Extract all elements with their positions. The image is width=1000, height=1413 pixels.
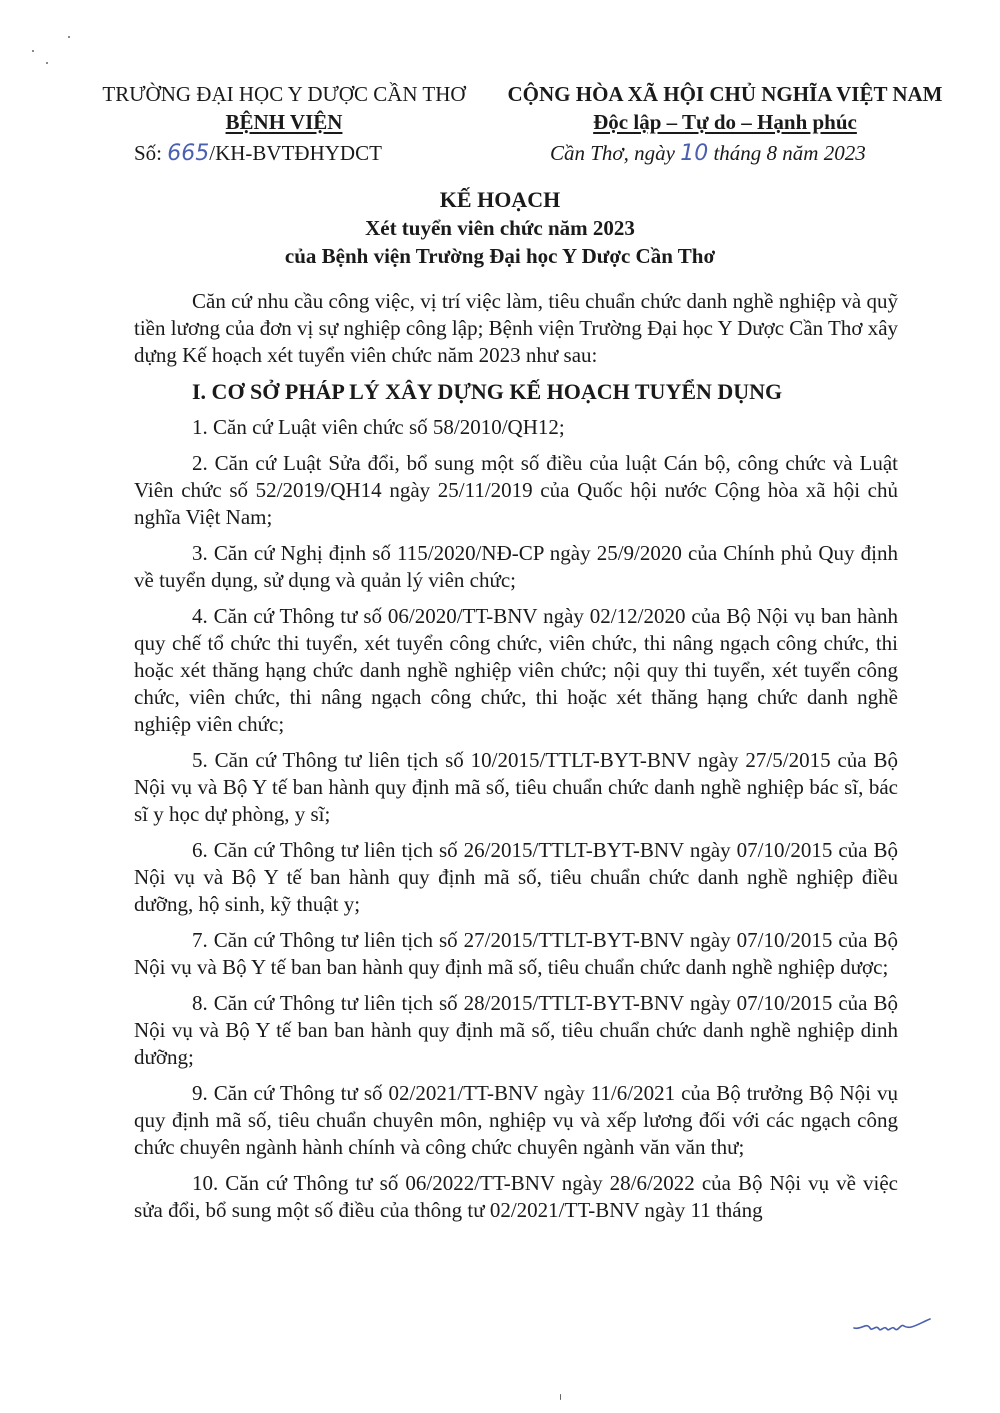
scan-speck: [32, 50, 34, 52]
national-header: [470, 80, 980, 136]
document-date: [550, 141, 866, 166]
legal-basis-item: 7. Căn cứ Thông tư liên tịch số 27/2015/TTLT-BYT-BNV ngày 07/10/2015 của Bộ Nội vụ và Bộ Y tế ban ban hành quy định mã số, tiêu chuẩn chức danh nghề nghiệp dược;: [134, 928, 898, 979]
legal-basis-item: 4. Căn cứ Thông tư số 06/2020/TT-BNV ngày 02/12/2020 của Bộ Nội vụ ban hành quy chế tổ chức thi tuyển, xét tuyển công chức, viên chức, thi nâng ngạch công chức, thi hoặc xét thăng hạng chức danh nghề nghiệp viên chức; nội quy thi tuyển, xét tuyển công chức, viên chức, thi nâng ngạch công chức, thi hoặc xét thăng hạng chức danh nghề nghiệp viên chức;: [134, 604, 898, 736]
legal-basis-item: 9. Căn cứ Thông tư số 02/2021/TT-BNV ngày 11/6/2021 của Bộ trưởng Bộ Nội vụ quy định mã số, tiêu chuẩn chuyên môn, nghiệp vụ và xếp lương đối với các ngạch công chức chuyên ngành hành chính và công chức chuyên ngành văn văn thư;: [134, 1081, 898, 1159]
doc-no-suffix: /KH-BVTĐHYDCT: [209, 141, 382, 165]
organization-unit: BỆNH VIỆN: [225, 110, 343, 134]
legal-basis-item: 6. Căn cứ Thông tư liên tịch số 26/2015/TTLT-BYT-BNV ngày 07/10/2015 của Bộ Nội vụ và Bộ Y tế ban hành quy định mã số, tiêu chuẩn chức danh nghề nghiệp điều dưỡng, hộ sinh, kỹ thuật y;: [134, 838, 898, 916]
legal-basis-item: 3. Căn cứ Nghị định số 115/2020/NĐ-CP ngày 25/9/2020 của Chính phủ Quy định về tuyển dụng, sử dụng và quản lý viên chức;: [134, 541, 898, 592]
doc-no-prefix: Số:: [134, 141, 163, 165]
scan-speck: [68, 36, 70, 38]
title-subtitle-1: Xét tuyển viên chức năm 2023: [365, 216, 635, 240]
date-prefix: Cần Thơ, ngày: [550, 141, 675, 165]
organization-header: [84, 80, 484, 136]
legal-basis-item: 5. Căn cứ Thông tư liên tịch số 10/2015/TTLT-BYT-BNV ngày 27/5/2015 của Bộ Nội vụ và Bộ Y tế ban hành quy định mã số, tiêu chuẩn chức danh nghề nghiệp bác sĩ, bác sĩ y học dự phòng, y sĩ;: [134, 748, 898, 826]
national-motto: Độc lập – Tự do – Hạnh phúc: [593, 110, 857, 134]
legal-basis-item: 1. Căn cứ Luật viên chức số 58/2010/QH12;: [192, 415, 565, 439]
intro-paragraph: Căn cứ nhu cầu công việc, vị trí việc làm, tiêu chuẩn chức danh nghề nghiệp và quỹ tiền lương của đơn vị sự nghiệp công lập; Bệnh viện Trường Đại học Y Dược Cần Thơ xây dựng Kế hoạch xét tuyển viên chức năm 2023 như sau:: [134, 289, 899, 367]
date-suffix: tháng 8 năm 2023: [713, 141, 866, 165]
initials-signature: [852, 1316, 932, 1336]
national-title: CỘNG HÒA XÃ HỘI CHỦ NGHĨA VIỆT NAM: [507, 82, 943, 106]
document-title: [100, 186, 900, 270]
legal-basis-item: 8. Căn cứ Thông tư liên tịch số 28/2015/TTLT-BYT-BNV ngày 07/10/2015 của Bộ Nội vụ và Bộ Y tế ban ban hành quy định mã số, tiêu chuẩn chức danh nghề nghiệp dinh dưỡng;: [134, 991, 898, 1069]
document-number: [134, 141, 382, 166]
document-body: [134, 288, 898, 1233]
section-heading: I. CƠ SỞ PHÁP LÝ XÂY DỰNG KẾ HOẠCH TUYỂN DỤNG: [192, 379, 783, 404]
doc-no-handwritten: 665: [167, 141, 210, 166]
legal-basis-item: 2. Căn cứ Luật Sửa đổi, bổ sung một số điều của luật Cán bộ, công chức và Luật Viên chức số 52/2019/QH14 ngày 25/11/2019 của Quốc hội nước Cộng hòa xã hội chủ nghĩa Việt Nam;: [134, 451, 898, 529]
title-main: KẾ HOẠCH: [439, 187, 561, 212]
scan-speck: [560, 1394, 561, 1400]
legal-basis-item: 10. Căn cứ Thông tư số 06/2022/TT-BNV ngày 28/6/2022 của Bộ Nội vụ về việc sửa đổi, bổ sung một số điều của thông tư 02/2021/TT-BNV ngày 11 tháng: [134, 1171, 898, 1222]
date-day-handwritten: 10: [680, 141, 709, 166]
organization-name: TRƯỜNG ĐẠI HỌC Y DƯỢC CẦN THƠ: [102, 82, 466, 106]
scan-speck: [46, 62, 48, 64]
title-subtitle-2: của Bệnh viện Trường Đại học Y Dược Cần Thơ: [284, 244, 716, 268]
